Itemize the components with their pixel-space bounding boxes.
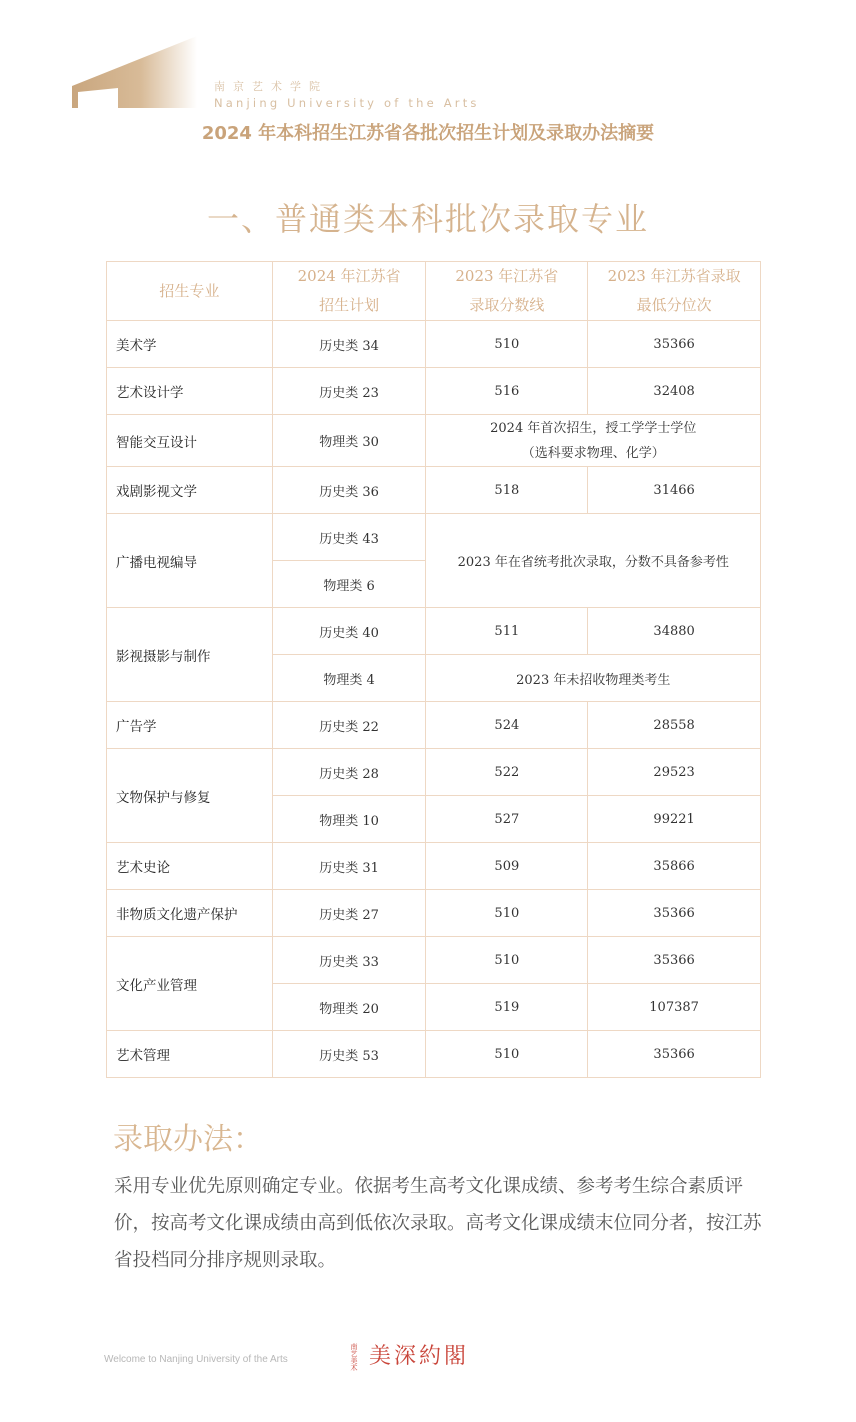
header-score: 2023 年江苏省 录取分数线 [426, 262, 588, 321]
seal-small-text: 南艺美术 [350, 1343, 358, 1371]
table-row: 物理类 4 2023 年未招收物理类考生 [107, 655, 761, 702]
table-row: 戏剧影视文学 历史类 36 518 31466 [107, 467, 761, 514]
table-row: 艺术史论 历史类 31 509 35866 [107, 843, 761, 890]
document-title: 2024 年本科招生江苏省各批次招生计划及录取办法摘要 [201, 123, 655, 144]
logo-english-name: Nanjing University of the Arts [214, 96, 480, 110]
section-title: 一、普通类本科批次录取专业 [206, 200, 649, 238]
table-row: 物理类 20 519 107387 [107, 984, 761, 1031]
admission-plan-table [106, 261, 761, 1078]
header-rank: 2023 年江苏省录取 最低分位次 [588, 262, 761, 321]
admission-method-title: 录取办法： [113, 1122, 263, 1157]
table-header-row [107, 262, 761, 321]
admission-method-body: 采用专业优先原则确定专业。依据考生高考文化课成绩、参考考生综合素质评价，按高考文化课成绩由高到低依次录取。高考文化课成绩末位同分者，按江苏省投档同分排序规则录取。 [114, 1176, 762, 1271]
table-row: 艺术设计学 历史类 23 516 32408 [107, 368, 761, 415]
table-row: 广告学 历史类 22 524 28558 [107, 702, 761, 749]
note-cell: 2024 年首次招生，授工学学士学位 （选科要求物理、化学） [426, 415, 761, 467]
table-row: 物理类 10 527 99221 [107, 796, 761, 843]
table-row: 广播电视编导 历史类 43 2023 年在省统考批次录取，分数不具备参考性 [107, 514, 761, 561]
table-row: 影视摄影与制作 历史类 40 511 34880 [107, 608, 761, 655]
table-row: 美术学 历史类 34 510 35366 [107, 321, 761, 368]
footer-welcome-text: Welcome to Nanjing University of the Arts [104, 1354, 288, 1365]
header-plan: 2024 年江苏省 招生计划 [272, 262, 426, 321]
table-row: 物理类 6 [107, 561, 761, 608]
table-row: 文物保护与修复 历史类 28 522 29523 [107, 749, 761, 796]
table-row: 智能交互设计 物理类 30 2024 年首次招生，授工学学士学位 （选科要求物理、化学） [107, 415, 761, 467]
logo-chinese-name: 南京艺术学院 [214, 80, 328, 93]
header-major: 招生专业 [107, 262, 273, 321]
table-row: 非物质文化遗产保护 历史类 27 510 35366 [107, 890, 761, 937]
note-cell: 2023 年未招收物理类考生 [426, 655, 761, 702]
table-row: 艺术管理 历史类 53 510 35366 [107, 1031, 761, 1078]
seal-text: 美深約閣 [369, 1344, 470, 1369]
university-logo-icon [72, 36, 202, 108]
footer-seal-logo [349, 1339, 469, 1371]
table-row: 文化产业管理 历史类 33 510 35366 [107, 937, 761, 984]
note-cell: 2023 年在省统考批次录取，分数不具备参考性 [426, 514, 761, 608]
